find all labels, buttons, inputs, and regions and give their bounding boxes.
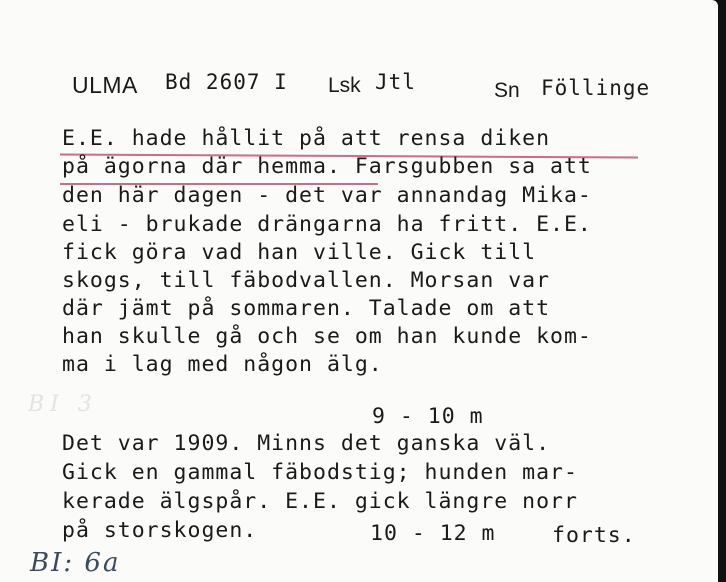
text-line-6: skogs, till fäbodvallen. Morsan var	[62, 268, 551, 293]
socken-value: Föllinge	[541, 76, 651, 100]
text-line-13: på storskogen.	[62, 518, 258, 543]
text-line-8: han skulle gå och se om han kunde kom-	[62, 324, 592, 349]
text-line-5: fick göra vad han ville. Gick till	[62, 240, 537, 265]
text-line-2: på ägorna där hemma. Farsgubben sa att	[62, 154, 592, 179]
faint-pencil-mark: BI 3	[28, 392, 98, 417]
archive-label: ULMA	[72, 72, 138, 98]
handwritten-note: BI: 6a	[30, 548, 121, 578]
text-line-3: den här dagen - det var annandag Mika-	[62, 183, 592, 208]
text-line-12: kerade älgspår. E.E. gick längre norr	[62, 489, 578, 514]
text-line-1: E.E. hade hållit på att rensa diken	[62, 126, 551, 151]
text-line-7: där jämt på sommaren. Talade om att	[62, 296, 551, 321]
socken-label: Sn	[494, 79, 520, 102]
text-line-9: ma i lag med någon älg.	[62, 352, 383, 377]
landskap-label: Lsk	[328, 74, 361, 97]
time-marker-1: 9 - 10 m	[372, 404, 484, 429]
text-line-11: Gick en gammal fäbodstig; hunden mar-	[62, 460, 578, 485]
text-line-10: Det var 1909. Minns det ganska väl.	[62, 431, 551, 456]
record-code: Bd 2607 I	[165, 70, 288, 94]
time-marker-2: 10 - 12 m	[370, 521, 496, 546]
card-edge-shadow	[718, 0, 726, 582]
text-line-4: eli - brukade drängarna ha fritt. E.E.	[62, 212, 592, 237]
landskap-value: Jtl	[375, 70, 416, 94]
continues-label: forts.	[552, 523, 636, 548]
